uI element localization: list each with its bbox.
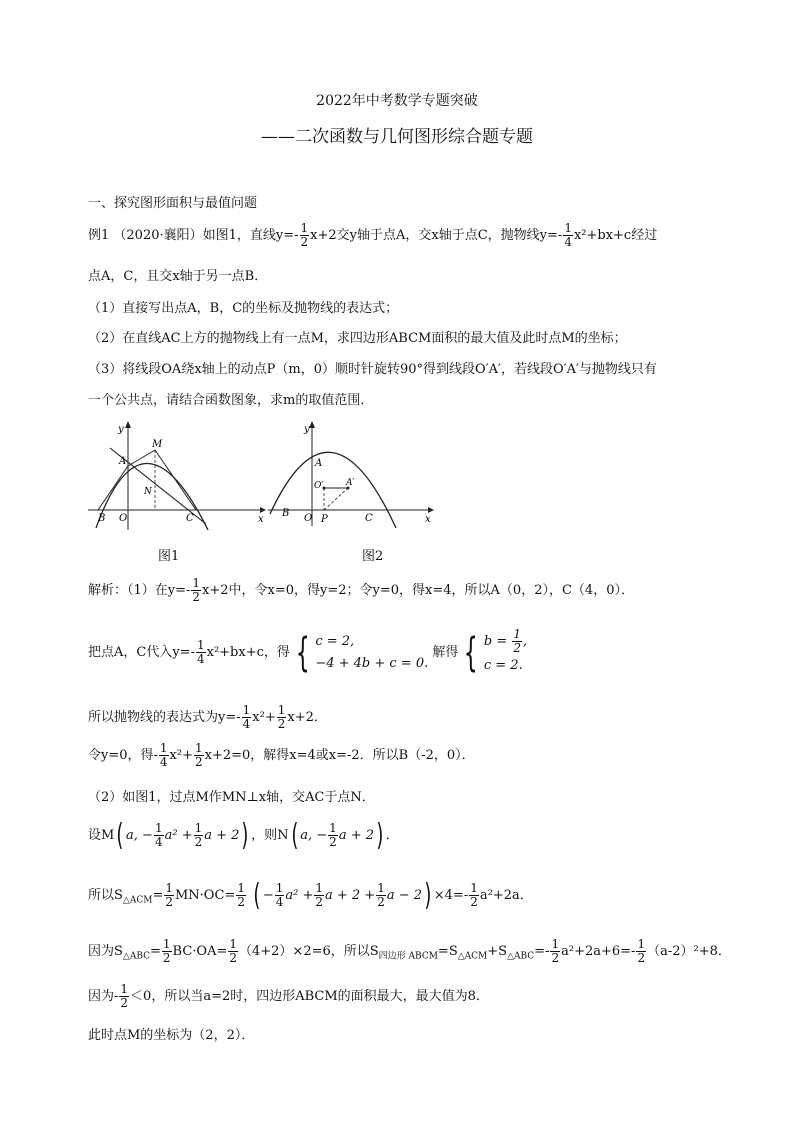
fig1-label-y: y <box>118 424 124 435</box>
question-3-line-1: （3）将线段OA绕x轴上的动点P（m，0）顺时针旋转90°得到线段O′A′，若线段O′A′与抛物线只有 <box>88 362 657 377</box>
question-1: （1）直接写出点A，B，C的坐标及抛物线的表达式； <box>88 301 399 316</box>
document-title: 2022年中考数学专题突破 <box>316 93 478 109</box>
question-3-line-2: 一个公共点，请结合函数图象，求m的取值范围． <box>88 393 374 408</box>
solution-line-7: 所以$S_{\triangle ACM}=$ $\frac{1}{2}$ MN·OC= $\frac{1}{2}$ ( − $\frac{1}{4}$ a² + $\frac{1}{2}$ a + 2 + $\frac{1}{2}$ a − 2) ×4=- $\frac{1}{2}$ a²+2a． <box>88 878 533 913</box>
fig2-label-o: O <box>304 513 313 524</box>
figure-1-caption: 图1 <box>158 549 180 564</box>
solution-line-6: 设M( a, − $\frac{1}{4}$ a² + $\frac{1}{2}$ a + 2) ，则N( a, − $\frac{1}{2}$ a + 2) ． <box>88 818 399 853</box>
fraction: $\frac{1}{2}$ <box>192 576 201 604</box>
solution-line-4: 令y=0，得- $\frac{1}{4}$ x²+ $\frac{1}{2}$ x+2=0，解得x=4或x=-2．所以B（-2，0）． <box>88 741 475 769</box>
section-heading: 一、探究图形面积与最值问题 <box>88 196 258 211</box>
fig1-label-b: B <box>98 513 106 524</box>
fraction: $\frac{1}{4}$ <box>196 638 205 666</box>
left-brace: { <box>295 629 310 676</box>
problem-line-2: 点A，C，且交x轴于另一点B． <box>88 269 268 284</box>
fraction: $\frac{1}{2}$ <box>300 221 309 249</box>
fig2-label-p: P <box>321 514 328 525</box>
fig2-label-c: C <box>365 513 373 524</box>
fig2-label-y: y <box>304 424 310 435</box>
solution-line-1: 解析：（1）在y=- $\frac{1}{2}$ x+2中，令x=0，得y=2；令y=0，得x=4，所以A（0，2），C（4，0）． <box>88 576 634 604</box>
fig1-label-n: N <box>144 487 152 497</box>
fig1-label-a: A <box>119 456 127 467</box>
question-2: （2）在直线AC上方的抛物线上有一点M，求四边形ABCM面积的最大值及此时点M的坐标； <box>88 331 627 346</box>
solution-line-3: 所以抛物线的表达式为y=- $\frac{1}{4}$ x²+ $\frac{1}{2}$ x+2． <box>88 703 327 731</box>
document-subtitle: ——二次函数与几何图形综合题专题 <box>261 127 533 147</box>
solution-line-5: （2）如图1，过点M作MN⊥x轴，交AC于点N． <box>88 790 375 805</box>
fig1-label-o: O <box>119 513 128 524</box>
fig2-label-o-prime: O′ <box>314 481 324 491</box>
problem-line-1: 例1 （2020·襄阳）如图1，直线y=- $\frac{1}{2}$ x+2交y轴于点A，交x轴于点C，抛物线y=- $\frac{1}{4}$ x²+bx+c经过 <box>88 221 658 249</box>
fig1-label-m: M <box>152 439 163 450</box>
fig1-label-c: C <box>186 513 194 524</box>
solution-line-10: 此时点M的坐标为（2，2）． <box>88 1028 255 1043</box>
fig2-label-x: x <box>425 514 431 525</box>
left-brace: { <box>464 629 479 676</box>
figure-2-caption: 图2 <box>362 549 384 564</box>
solution-system: b = $\frac{1}{2}$ , c = 2. <box>483 627 528 673</box>
figure-1-graph <box>88 418 268 533</box>
fig2-label-b: B <box>282 508 290 519</box>
fraction: $\frac{1}{4}$ <box>564 221 572 249</box>
fig2-label-a-prime: A′ <box>346 478 355 488</box>
fig2-label-a: A <box>315 458 323 469</box>
solution-line-8: 因为$S_{\triangle ABC}=$ $\frac{1}{2}$ BC·OA= $\frac{1}{2}$ （4+2）×2=6，所以$S_{四边形 ABCM}=S_{\triangle ACM}+S_{\triangle ABC}=-$ $\frac{1}{2}$ a²+2a+6=- $\frac{1}{2}$ （a-2）²+8． <box>88 937 731 965</box>
solution-line-2: 把点A，C代入y=- $\frac{1}{4}$ x²+bx+c，得 { c = 2, −4 + 4b + c = 0. 解得 { b = $\frac{1}{2}$ , c = 2. <box>88 627 528 676</box>
figure-2-graph <box>268 418 438 533</box>
equation-system: c = 2, −4 + 4b + c = 0. <box>315 633 429 671</box>
fig1-label-x: x <box>258 514 264 525</box>
solution-line-9: 因为- $\frac{1}{2}$ ＜0，所以当a=2时，四边形ABCM的面积最大，最大值为8． <box>88 982 489 1010</box>
